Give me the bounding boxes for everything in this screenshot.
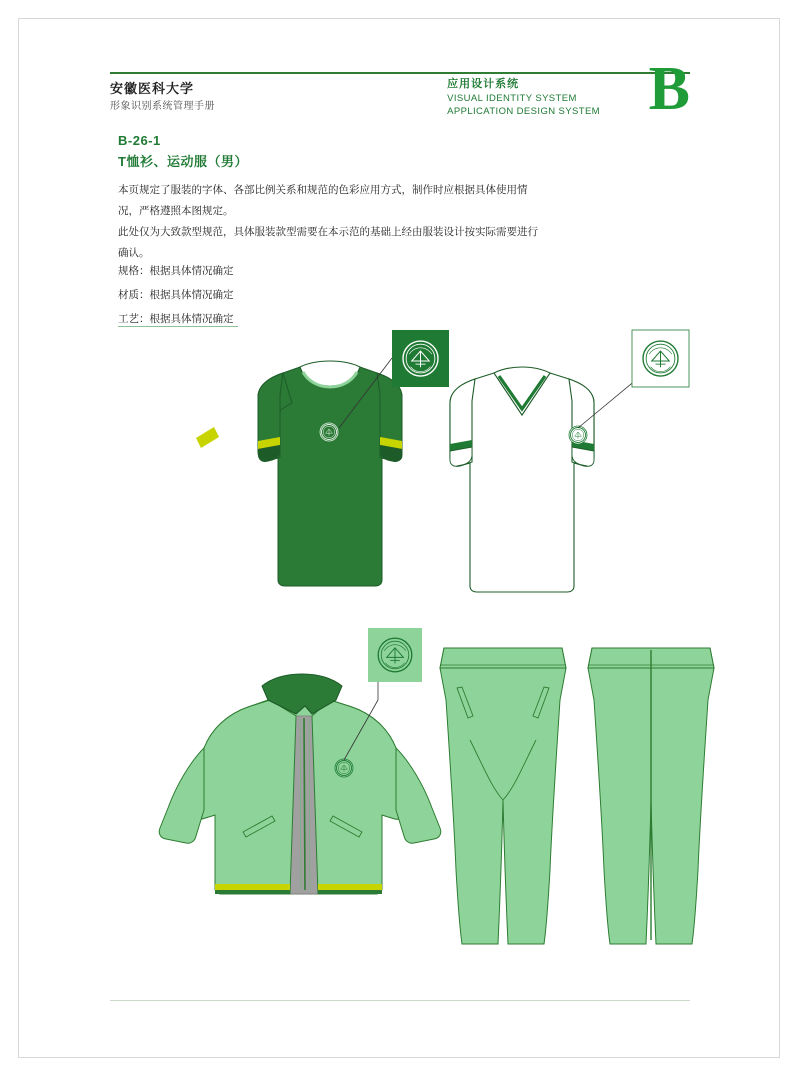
- header-left-block: [110, 80, 215, 115]
- section-code: B-26-1: [118, 133, 161, 148]
- spec-underline: [118, 326, 238, 327]
- footer-rule: [110, 1000, 690, 1001]
- body-paragraph-1: 本页规定了服装的字体、各部比例关系和规范的色彩应用方式，制作时应根据具体使用情况，严格遵照本图规定。: [118, 184, 528, 217]
- spec-item-process: 工艺：根据具体情况确定: [118, 313, 234, 325]
- body-paragraph-2: 此处仅为大致款型规范，具体服装款型需要在本示范的基础上经由服装设计按实际需要进行确认。: [118, 226, 538, 259]
- spec-item-material: 材质：根据具体情况确定: [118, 289, 234, 301]
- page-border: [18, 18, 780, 1058]
- system-name-en-1: VISUAL IDENTITY SYSTEM: [447, 93, 577, 104]
- section-letter: B: [648, 55, 690, 123]
- spec-list: [118, 259, 418, 331]
- system-name-en-2: APPLICATION DESIGN SYSTEM: [447, 106, 600, 117]
- header-rule: [110, 72, 690, 74]
- page-header: [110, 55, 690, 124]
- body-copy: [118, 180, 548, 264]
- spec-item-size: 规格：根据具体情况确定: [118, 265, 234, 277]
- system-name-cn: 应用设计系统: [447, 78, 520, 90]
- header-right-block: [447, 76, 600, 118]
- page-title: T恤衫、运动服（男）: [118, 154, 248, 169]
- university-name: 安徽医科大学: [110, 81, 195, 96]
- manual-subtitle: 形象识别系统管理手册: [110, 101, 215, 112]
